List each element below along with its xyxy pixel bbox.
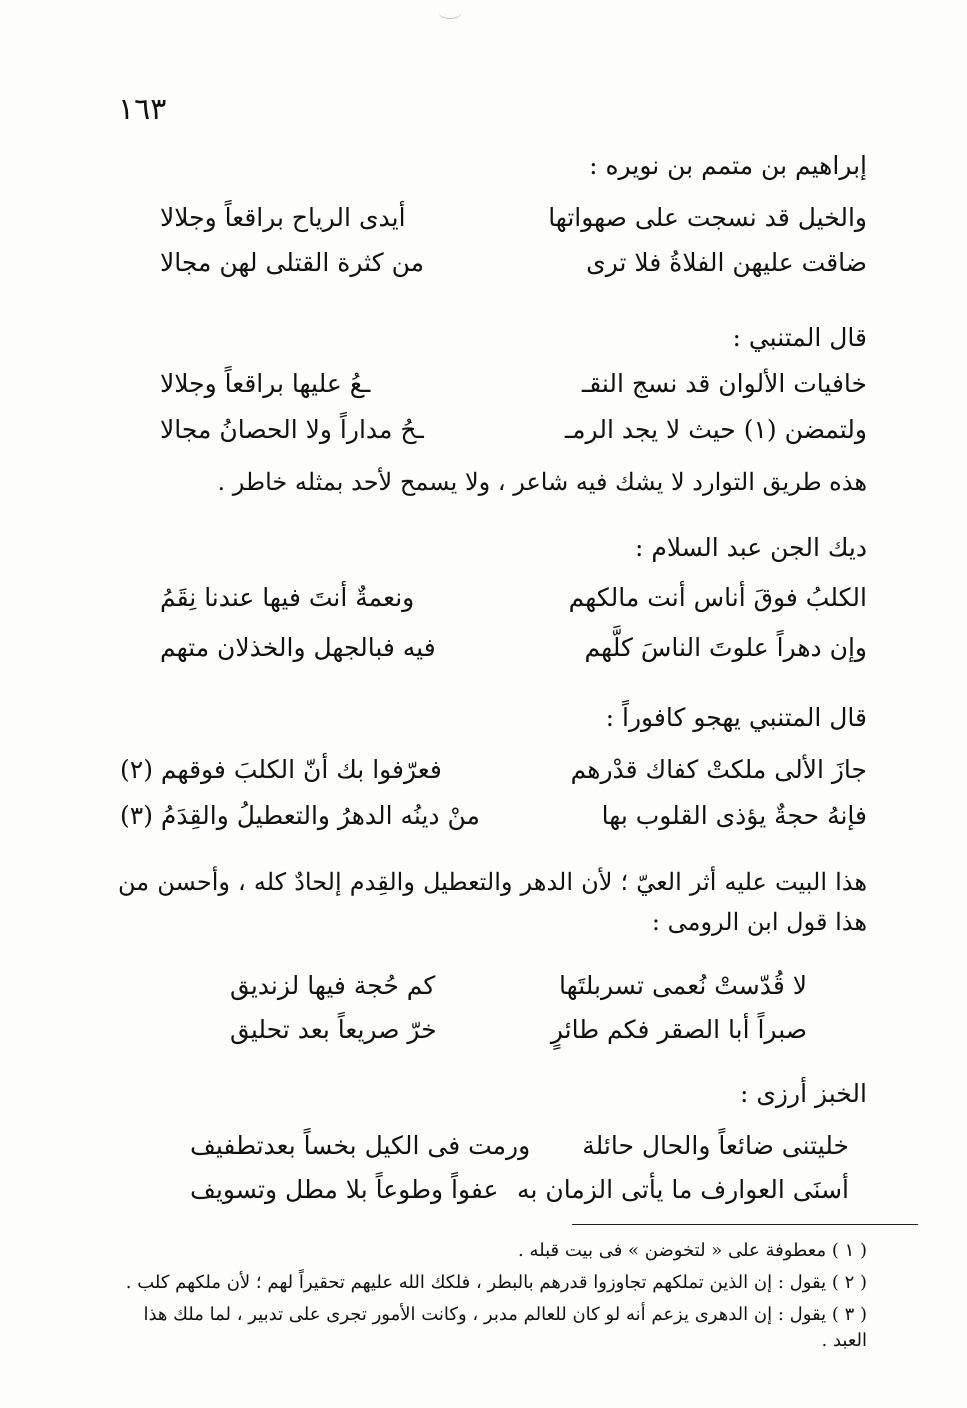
footnote: ( ١ ) معطوفة على « لتخوضن » فى بيت قبله . [518,1240,867,1261]
verse-hemistich-right: جازَ الألى ملكتْ كفاك قدْرهم [570,755,867,784]
verse-hemistich-right: صبراً أبا الصقر فكم طائرٍ [550,1015,807,1044]
verse-hemistich-right: خليتنى ضائعاً والحال حائلة [582,1131,849,1160]
page-number: ١٦٣ [118,92,167,127]
verse-hemistich-left: منْ دينُه الدهرُ والتعطيلُ والقِدَمُ (٣) [120,801,480,830]
verse-hemistich-right: ولتمضن (١) حيث لا يجد الرمـ [564,415,867,444]
verse-hemistich-right: وإن دهراً علوتَ الناسَ كلَّهم [584,633,867,662]
verse-hemistich-left: كم حُجة فيها لزنديق [230,971,436,1000]
poet-heading: الخبز أرزى : [739,1079,867,1108]
poet-heading: قال المتنبي : [732,323,867,352]
verse-hemistich-right: والخيل قد نسجت على صهواتها [548,203,867,232]
verse-hemistich-left: خرّ صريعاً بعد تحليق [230,1015,437,1044]
footnote: ( ٣ ) يقول : إن الدهرى يزعم أنه لو كان للعالم مدبر ، وكانت الأمور تجرى على تدبير ، لما ملك هذا العبد . [143,1304,867,1351]
verse-hemistich-right: الكلبُ فوقَ أناس أنت مالكهم [568,583,867,612]
verse-hemistich-left: ـحُ مداراً ولا الحصانُ مجالا [160,415,424,444]
verse-hemistich-right: أسنَى العوارف ما يأتى الزمان به [517,1175,849,1204]
prose-paragraph: هذا البيت عليه أثر العيّ ؛ لأن الدهر والتعطيل والقِدم إلحادٌ كله ، وأحسن من هذا قول ابن الرومى : [118,868,867,936]
verse-hemistich-right: ضاقت عليهن الفلاةُ فلا ترى [586,248,867,277]
verse-hemistich-right: خافيات الألوان قد نسج النقـ [581,369,867,398]
footnote-divider [572,1224,918,1225]
verse-hemistich-left: من كثرة القتلى لهن مجالا [160,248,424,277]
poet-heading: قال المتنبي يهجو كافوراً : [605,703,867,732]
footnote: ( ٢ ) يقول : إن الذين تملكهم تجاوزوا قدرهم بالبطر ، فلكك الله عليهم تحقيراً لهم ؛ لأن ملكهم كلب . [125,1272,867,1293]
verse-hemistich-right: لا قُدّستْ نُعمى تسربلتَها [559,971,807,1000]
verse-hemistich-left: فيه فبالجهل والخذلان متهم [160,633,436,662]
poet-heading: إبراهيم بن متمم بن نويره : [589,151,867,180]
poet-heading: ديك الجن عبد السلام : [635,533,867,562]
verse-hemistich-left: فعرّفوا بك أنّ الكلبَ فوقهم (٢) [120,755,442,784]
verse-hemistich-left: ـعُ عليها براقعاً وجلالا [160,369,371,398]
verse-hemistich-right: فإنهُ حجةٌ يؤذى القلوب بها [601,801,867,830]
verse-hemistich-left: أيدى الرياح براقعاً وجلالا [160,203,406,232]
scan-mark [438,4,462,19]
verse-hemistich-left: ونعمةٌ أنتَ فيها عندنا نِقَمُ [160,583,415,612]
prose-paragraph: هذه طريق التوارد لا يشك فيه شاعر ، ولا يسمح لأحد بمثله خاطر . [217,468,867,496]
verse-hemistich-left: عفواً وطوعاً بلا مطل وتسويف [190,1175,499,1204]
verse-hemistich-left: ورمت فى الكيل بخساً بعدتطفيف [190,1131,531,1160]
